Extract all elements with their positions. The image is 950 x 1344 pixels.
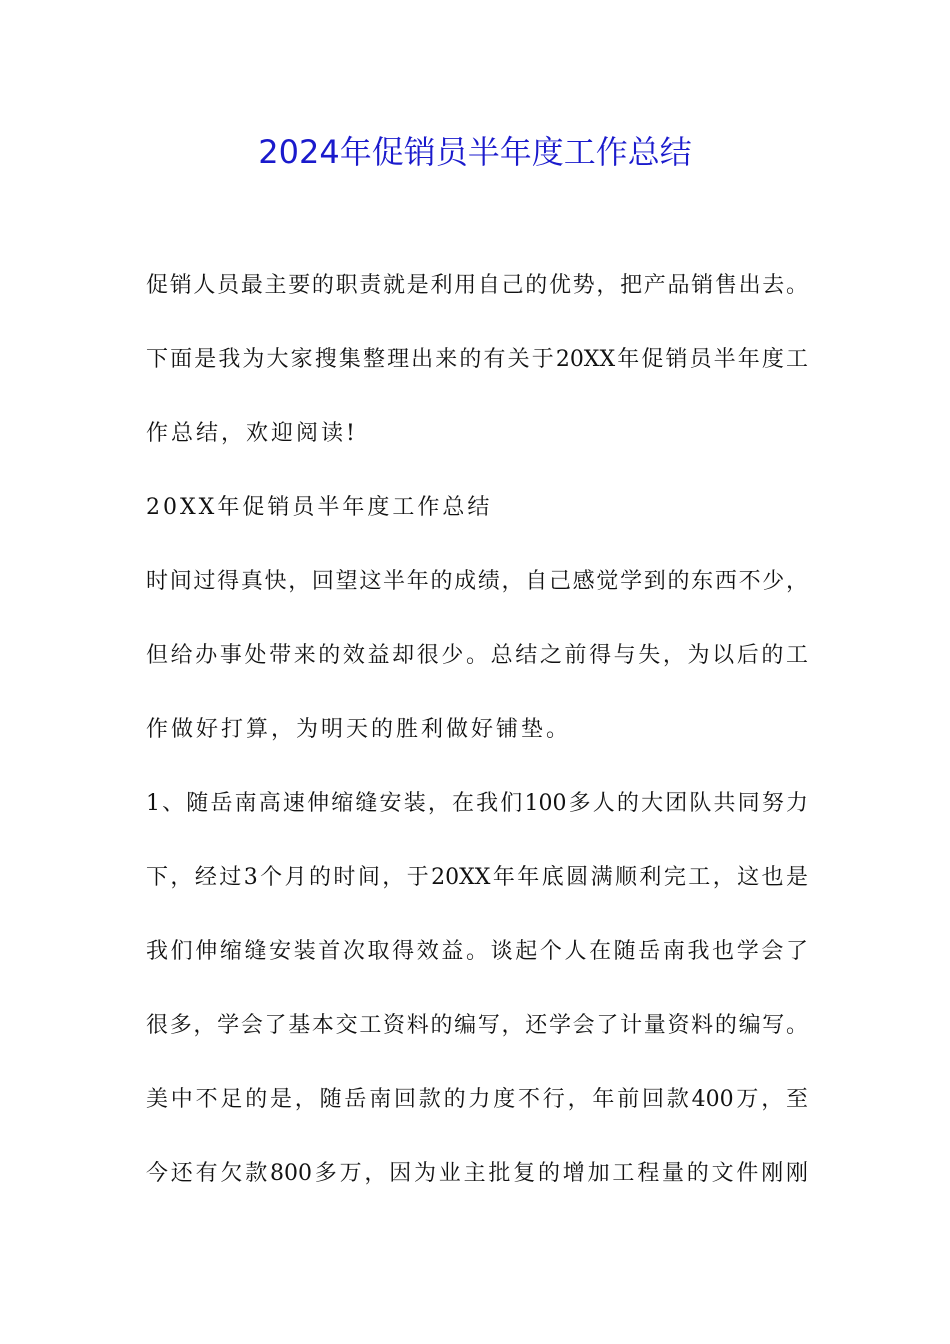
body-line: 下面是我为大家搜集整理出来的有关于20XX年促销员半年度工 — [146, 347, 808, 372]
body-line: 美中不足的是，随岳南回款的力度不行，年前回款400万，至 — [146, 1087, 808, 1112]
document-title: 2024年促销员半年度工作总结 — [258, 133, 692, 171]
body-line: 今还有欠款800多万，因为业主批复的增加工程量的文件刚刚 — [146, 1161, 808, 1186]
body-line: 作做好打算，为明天的胜利做好铺垫。 — [146, 717, 572, 742]
body-line: 1、随岳南高速伸缩缝安装，在我们100多人的大团队共同努力 — [146, 791, 808, 816]
body-line: 但给办事处带来的效益却很少。总结之前得与失，为以后的工 — [146, 643, 808, 668]
body-line: 我们伸缩缝安装首次取得效益。谈起个人在随岳南我也学会了 — [146, 939, 808, 964]
body-line: 促销人员最主要的职责就是利用自己的优势，把产品销售出去。 — [146, 273, 808, 298]
body-line: 时间过得真快，回望这半年的成绩，自己感觉学到的东西不少， — [146, 569, 808, 594]
body-line: 下，经过3个月的时间，于20XX年年底圆满顺利完工，这也是 — [146, 865, 808, 890]
body-line: 很多，学会了基本交工资料的编写，还学会了计量资料的编写。 — [146, 1013, 808, 1038]
section-heading: 20XX年促销员半年度工作总结 — [146, 495, 493, 520]
body-line: 作总结，欢迎阅读! — [146, 421, 358, 446]
